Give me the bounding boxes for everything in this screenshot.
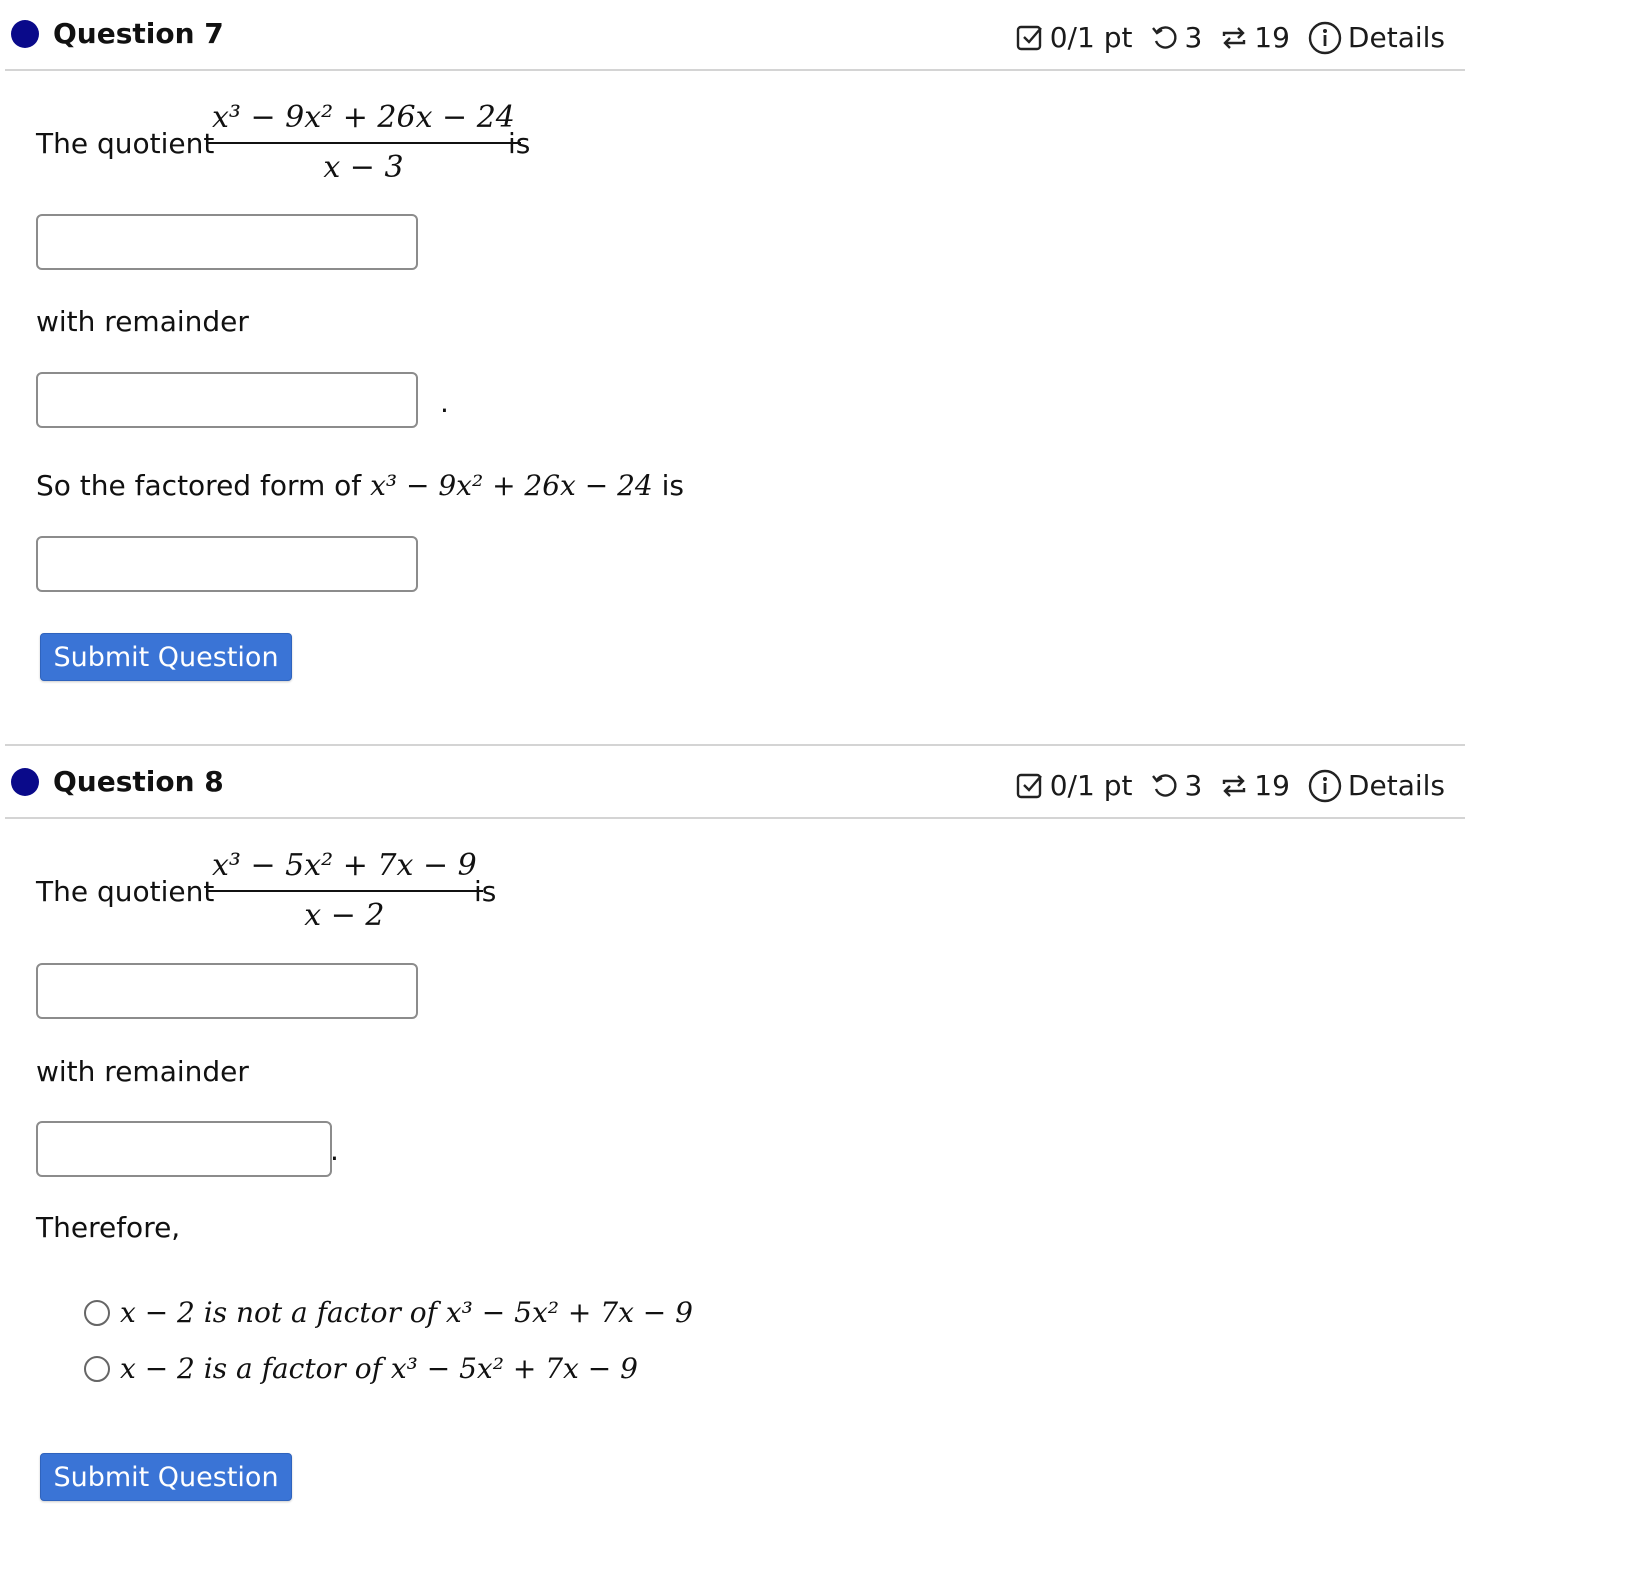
period: .: [440, 386, 449, 419]
header-divider: [5, 817, 1465, 819]
section-divider: [5, 744, 1465, 746]
is-text: is: [508, 127, 531, 160]
retry-icon: [1150, 24, 1178, 52]
remainder-input[interactable]: [36, 372, 418, 428]
quotient-input[interactable]: [36, 963, 418, 1019]
quotient-intro: The quotient: [36, 127, 215, 160]
attempts-icon: [1220, 24, 1248, 52]
retries-count: 3: [1184, 769, 1203, 802]
option-is-factor[interactable]: [84, 1352, 638, 1385]
factored-prefix: So the factored form of: [36, 469, 362, 502]
retries-count: 3: [1184, 21, 1203, 54]
info-icon[interactable]: [1308, 21, 1342, 55]
remainder-label: with remainder: [36, 1055, 249, 1088]
retry-icon: [1150, 772, 1178, 800]
fraction-numerator: x³ − 9x² + 26x − 24: [206, 100, 521, 144]
quotient-fraction: [206, 100, 521, 186]
question-meta: [1016, 768, 1445, 804]
therefore-text: Therefore,: [36, 1211, 181, 1244]
option-label: x − 2 is a factor of x³ − 5x² + 7x − 9: [120, 1352, 638, 1385]
quotient-fraction: [206, 848, 483, 934]
submit-question-button[interactable]: Submit Question: [40, 633, 292, 681]
question-status-dot: [11, 20, 39, 48]
radio-button[interactable]: [84, 1356, 110, 1382]
attempts-icon: [1220, 772, 1248, 800]
score-text: 0/1 pt: [1049, 769, 1133, 802]
question-7-header: [5, 0, 1465, 70]
details-link[interactable]: Details: [1347, 21, 1445, 54]
score-text: 0/1 pt: [1049, 21, 1133, 54]
question-title: Question 7: [53, 17, 224, 50]
factored-form-input[interactable]: [36, 536, 418, 592]
factored-suffix: is: [661, 469, 685, 502]
radio-button[interactable]: [84, 1300, 110, 1326]
factored-form-sentence: [36, 468, 684, 504]
fraction-numerator: x³ − 5x² + 7x − 9: [206, 848, 483, 892]
period: .: [330, 1134, 339, 1167]
question-status-dot: [11, 768, 39, 796]
option-not-factor[interactable]: [84, 1296, 693, 1329]
remainder-label: with remainder: [36, 305, 249, 338]
header-divider: [5, 69, 1465, 71]
details-link[interactable]: Details: [1347, 769, 1445, 802]
question-8-header: [5, 744, 1465, 814]
question-meta: [1016, 20, 1445, 56]
submit-question-button[interactable]: Submit Question: [40, 1453, 292, 1501]
remainder-input[interactable]: [36, 1121, 332, 1177]
info-icon[interactable]: [1308, 769, 1342, 803]
attempts-count: 19: [1254, 769, 1290, 802]
question-title: Question 8: [53, 765, 224, 798]
checkbox-icon: [1016, 24, 1044, 52]
factored-polynomial: x³ − 9x² + 26x − 24: [370, 469, 653, 502]
checkbox-icon: [1016, 772, 1044, 800]
is-text: is: [474, 875, 497, 908]
fraction-denominator: x − 2: [304, 898, 385, 933]
attempts-count: 19: [1254, 21, 1290, 54]
quotient-input[interactable]: [36, 214, 418, 270]
option-label: x − 2 is not a factor of x³ − 5x² + 7x − 9: [120, 1296, 693, 1329]
quotient-intro: The quotient: [36, 875, 215, 908]
fraction-denominator: x − 3: [323, 150, 404, 185]
